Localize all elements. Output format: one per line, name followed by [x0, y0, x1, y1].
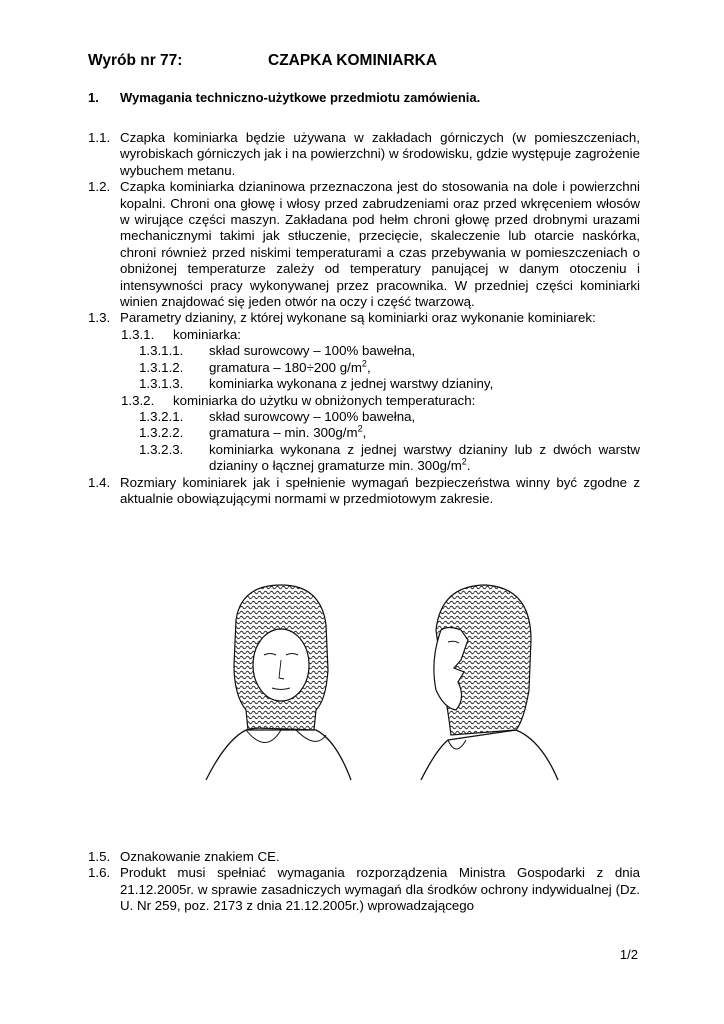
- side-view-figure: [421, 585, 558, 780]
- product-name: CZAPKA KOMINIARKA: [268, 52, 438, 69]
- item-number: 1.3.: [88, 310, 111, 326]
- item-number: 1.6.: [88, 865, 111, 881]
- document-title: [88, 52, 438, 70]
- page-number: 1/2: [619, 947, 638, 962]
- item-text: kominiarka wykonana z jednej warstwy dzianiny lub z dwóch warstw dzianiny o łącznej gramaturze min. 300g/m: [209, 441, 640, 474]
- item-number: 1.4.: [88, 474, 111, 490]
- item-number: 1.3.2.1.: [139, 408, 184, 424]
- section-heading: [88, 90, 481, 105]
- item-tail: ,: [362, 425, 367, 441]
- item-text: kominiarka:: [173, 326, 241, 342]
- superscript: 2: [361, 358, 367, 369]
- item-number: 1.3.1.: [121, 326, 155, 342]
- item-text: gramatura – 180÷200 g/m: [209, 359, 362, 375]
- item-text: kominiarka do użytku w obniżonych temperaturach:: [173, 392, 476, 408]
- balaclava-illustration: [186, 580, 566, 830]
- item-text: Czapka kominiarka dzianinowa przeznaczona jest do stosowania na dole i powierzchni kopalni. Chroni ona głowę i włosy przed zabrudzeniami oraz przed wkręceniem włosów w wirujące części maszyn. Zakładana pod hełm chroni głowę przed drobnymi urazami mechanicznymi takimi jak stłuczenie, przecięcie, skaleczenie lub otarcie naskórka, chroni również przed niskimi temperaturami a czas przebywania w pomieszczeniach o obniżonej temperaturze zależy od temperatury panującej w danym otoczeniu i intensywności pracy wykonywanej przez pracownika. W przedniej części kominiarki winien znajdować się jeden otwór na oczy i część twarzową.: [120, 179, 640, 310]
- front-view-figure: [206, 585, 351, 780]
- superscript: 2: [357, 423, 363, 434]
- item-number: 1.3.2.2.: [139, 425, 184, 441]
- item-1-3-2-1: [88, 409, 640, 425]
- item-text: skład surowcowy – 100% bawełna,: [209, 343, 416, 359]
- item-1-3-2-2: [88, 425, 640, 441]
- item-number: 1.3.1.2.: [139, 359, 184, 375]
- item-tail: ,: [366, 359, 371, 375]
- item-1-5: [88, 849, 640, 865]
- item-1-3: [88, 310, 640, 326]
- item-number: 1.3.1.1.: [139, 343, 184, 359]
- item-1-3-1: [88, 327, 640, 343]
- item-text: Czapka kominiarka będzie używana w zakładach górniczych (w pomieszczeniach, wyrobiskach górniczych jak i na powierzchni) w środowisku, gdzie występuje zagrożenie wybuchem metanu.: [120, 130, 640, 178]
- item-1-3-1-1: [88, 343, 640, 359]
- item-text: Produkt musi spełniać wymagania rozporządzenia Ministra Gospodarki z dnia 21.12.2005r. w sprawie zasadniczych wymagań dla środków ochrony indywidualnej (Dz. U. Nr 259, poz. 2173 z dnia 21.12.2005r.) wprowadzającego: [120, 865, 640, 914]
- item-text: kominiarka wykonana z jednej warstwy dzianiny,: [209, 376, 494, 392]
- item-text: Parametry dzianiny, z której wykonane są kominiarki oraz wykonanie kominiarek:: [120, 310, 596, 326]
- item-1-3-1-3: [88, 376, 640, 392]
- item-1-2: [88, 179, 640, 310]
- superscript: 2: [461, 456, 467, 467]
- section-title: Wymagania techniczno-użytkowe przedmiotu zamówienia.: [120, 90, 481, 105]
- item-number: 1.2.: [88, 179, 111, 195]
- item-text: Rozmiary kominiarek jak i spełnienie wymagań bezpieczeństwa winny być zgodne z aktualnie obowiązującymi normami w przedmiotowym zakresie.: [120, 474, 640, 506]
- item-tail: .: [466, 458, 471, 474]
- item-text: Oznakowanie znakiem CE.: [120, 849, 280, 864]
- item-text: skład surowcowy – 100% bawełna,: [209, 408, 416, 424]
- item-number: 1.5.: [88, 849, 111, 864]
- item-number: 1.3.2.: [121, 392, 155, 408]
- requirements-list-continued: [88, 849, 640, 915]
- item-text: gramatura – min. 300g/m: [209, 425, 358, 441]
- requirements-list: [88, 130, 640, 507]
- item-number: 1.3.2.3.: [139, 441, 184, 457]
- item-number: 1.3.1.3.: [139, 376, 184, 392]
- title-label: Wyrób nr 77:: [88, 52, 183, 69]
- item-1-6: [88, 865, 640, 914]
- item-1-3-1-2: [88, 360, 640, 376]
- item-1-3-2: [88, 393, 640, 409]
- item-1-1: [88, 130, 640, 179]
- item-number: 1.1.: [88, 130, 111, 145]
- item-1-3-2-3: [88, 442, 640, 475]
- item-1-4: [88, 475, 640, 508]
- section-number: 1.: [88, 90, 99, 105]
